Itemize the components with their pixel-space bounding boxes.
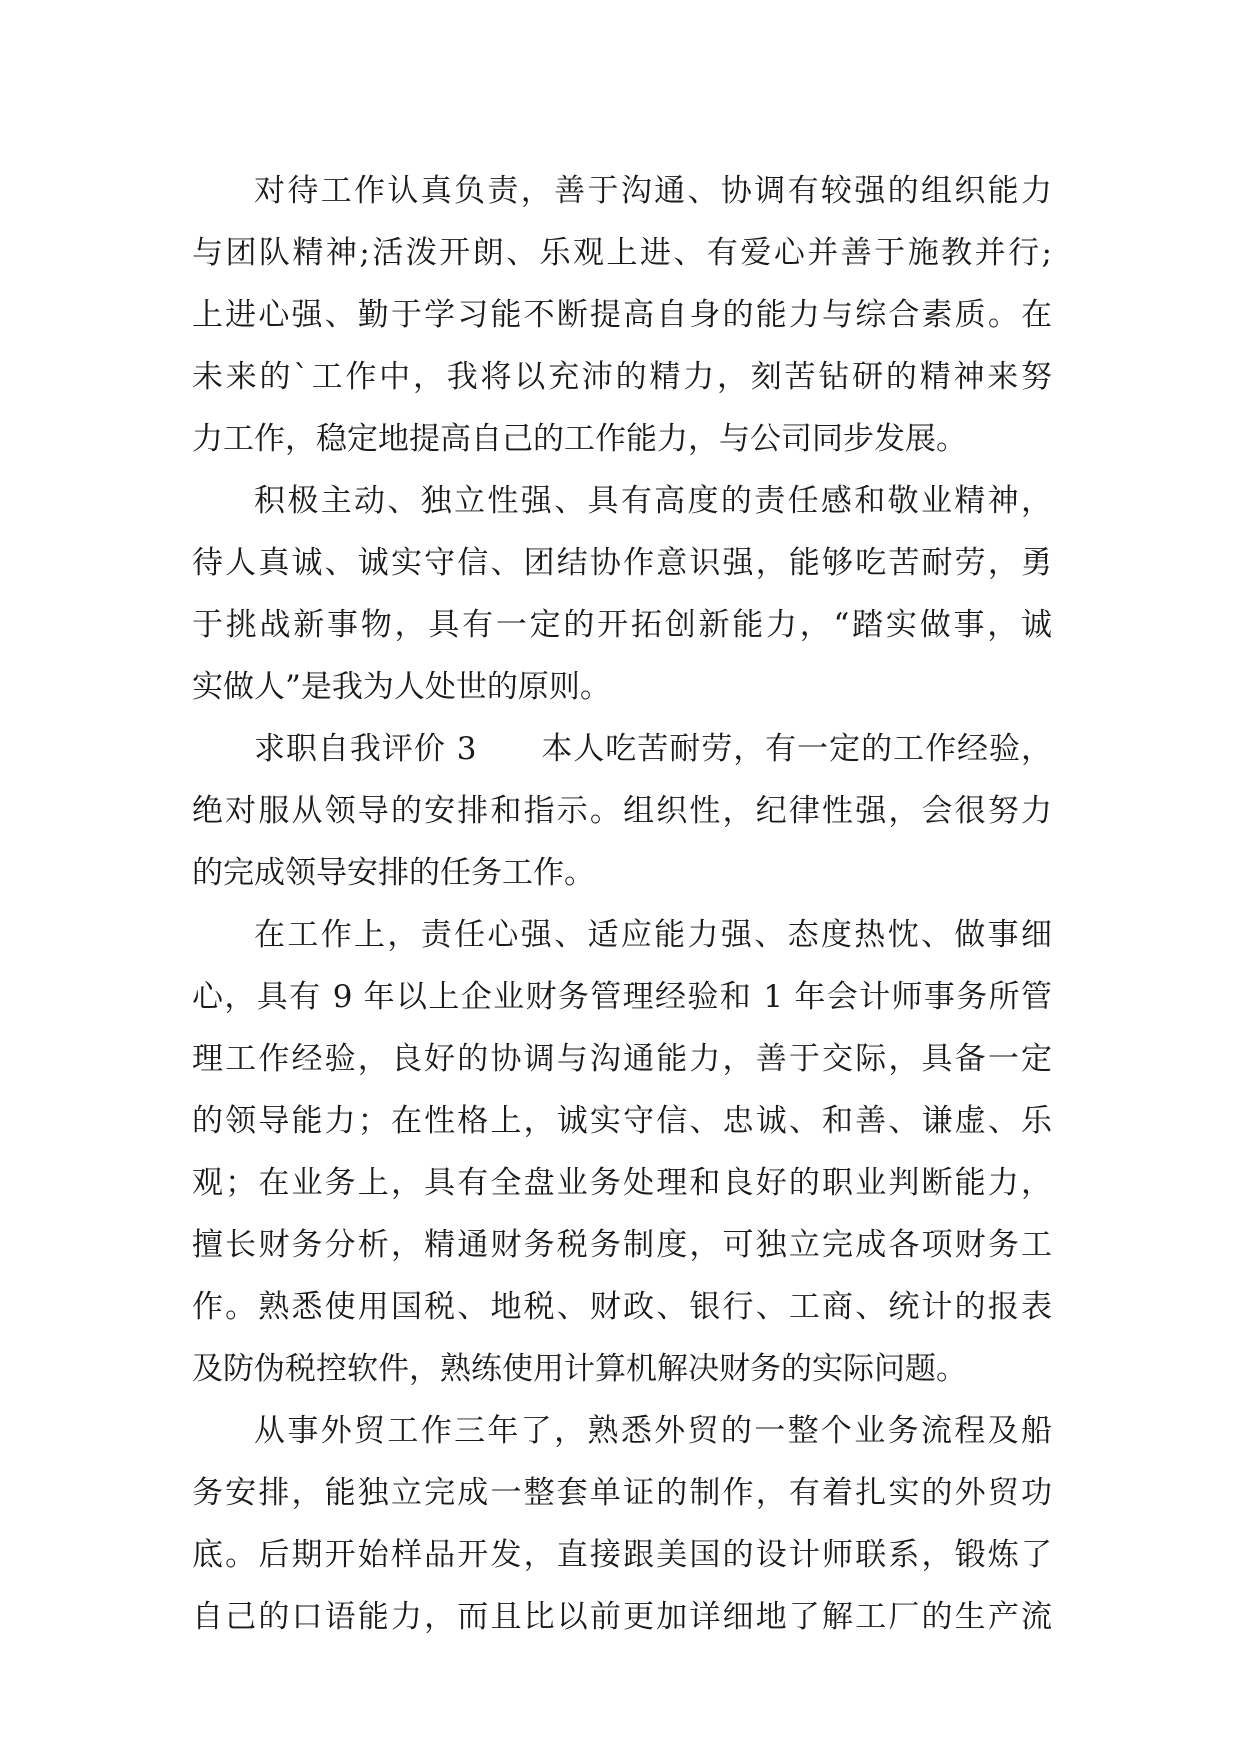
text-line: 实做人”是我为人处世的原则。 bbox=[192, 669, 611, 705]
text-line: 作。熟悉使用国税、地税、财政、银行、工商、统计的报表 bbox=[192, 1289, 1052, 1325]
text-line: 自己的口语能力，而且比以前更加详细地了解工厂的生产流 bbox=[192, 1599, 1052, 1635]
text-line: 理工作经验，良好的协调与沟通能力，善于交际，具备一定 bbox=[192, 1041, 1052, 1077]
text-line: 对待工作认真负责，善于沟通、协调有较强的组织能力 bbox=[254, 173, 1052, 209]
text-line: 于挑战新事物，具有一定的开拓创新能力，“踏实做事，诚 bbox=[192, 607, 1052, 643]
text-line: 上进心强、勤于学习能不断提高自身的能力与综合素质。在 bbox=[192, 297, 1052, 333]
text-line: 求职自我评价 3 本人吃苦耐劳，有一定的工作经验， bbox=[254, 731, 1052, 767]
text-line: 待人真诚、诚实守信、团结协作意识强，能够吃苦耐劳，勇 bbox=[192, 545, 1052, 581]
text-line: 务安排，能独立完成一整套单证的制作，有着扎实的外贸功 bbox=[192, 1475, 1052, 1511]
text-line: 底。后期开始样品开发，直接跟美国的设计师联系，锻炼了 bbox=[192, 1537, 1052, 1573]
text-line: 未来的`工作中，我将以充沛的精力，刻苦钻研的精神来努 bbox=[192, 359, 1052, 395]
text-line: 心，具有 9 年以上企业财务管理经验和 1 年会计师事务所管 bbox=[192, 979, 1052, 1015]
text-line: 力工作，稳定地提高自己的工作能力，与公司同步发展。 bbox=[192, 421, 967, 457]
text-line: 从事外贸工作三年了，熟悉外贸的一整个业务流程及船 bbox=[254, 1413, 1052, 1449]
text-line: 观；在业务上，具有全盘业务处理和良好的职业判断能力， bbox=[192, 1165, 1052, 1201]
text-line: 在工作上，责任心强、适应能力强、态度热忱、做事细 bbox=[254, 917, 1052, 953]
text-line: 的完成领导安排的任务工作。 bbox=[192, 855, 595, 891]
document-body bbox=[192, 160, 1052, 1648]
text-line: 积极主动、独立性强、具有高度的责任感和敬业精神， bbox=[254, 483, 1052, 519]
text-line: 的领导能力；在性格上，诚实守信、忠诚、和善、谦虚、乐 bbox=[192, 1103, 1052, 1139]
text-line: 绝对服从领导的安排和指示。组织性，纪律性强，会很努力 bbox=[192, 793, 1052, 829]
text-line: 及防伪税控软件，熟练使用计算机解决财务的实际问题。 bbox=[192, 1351, 967, 1387]
text-line: 与团队精神;活泼开朗、乐观上进、有爱心并善于施教并行; bbox=[192, 235, 1052, 271]
text-line: 擅长财务分析，精通财务税务制度，可独立完成各项财务工 bbox=[192, 1227, 1052, 1263]
